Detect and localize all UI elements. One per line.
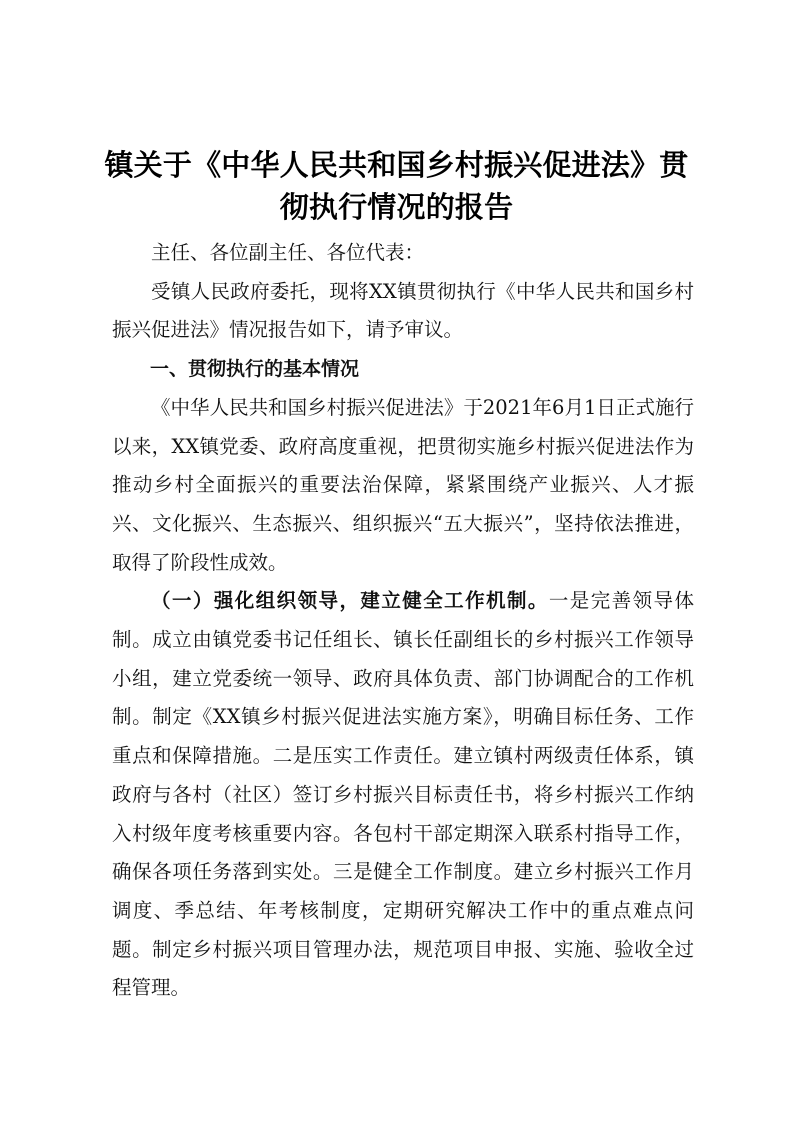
title-line-1: 镇关于《中华人民共和国乡村振兴促进法》贯 <box>104 148 689 182</box>
document-title <box>100 144 693 228</box>
title-line-2: 彻执行情况的报告 <box>279 190 514 224</box>
section-1-heading: 一、贯彻执行的基本情况 <box>150 358 360 381</box>
section-1-paragraph: 《中华人民共和国乡村振兴促进法》于2021年6月1日正式施行以来，XX镇党委、政府高度重视，把贯彻实施乡村振兴促进法作为推动乡村全面振兴的重要法治保障，紧紧围绕产业振兴、人才振兴、文化振兴、生态振兴、组织振兴“五大振兴”，坚持依法推进，取得了阶段性成效。 <box>112 395 694 574</box>
salutation: 主任、各位副主任、各位代表： <box>151 241 425 264</box>
subsection-1-body: 一是完善领导体制。成立由镇党委书记任组长、镇长任副组长的乡村振兴工作领导小组，建立党委统一领导、政府具体负责、部门协调配合的工作机制。制定《XX镇乡村振兴促进法实施方案》，明确目标任务、工作重点和保障措施。二是压实工作责任。建立镇村两级责任体系，镇政府与各村（社区）签订乡村振兴目标责任书，将乡村振兴工作纳入村级年度考核重要内容。各包村干部定期深入联系村指导工作，确保各项任务落到实处。三是健全工作制度。建立乡村振兴工作月调度、季总结、年考核制度，定期研究解决工作中的重点难点问题。制定乡村振兴项目管理办法，规范项目申报、实施、验收全过程管理。 <box>112 589 694 1000</box>
subsection-1-lead: （一）强化组织领导，建立健全工作机制。 <box>151 589 549 613</box>
intro-paragraph: 受镇人民政府委托，现将XX镇贯彻执行《中华人民共和国乡村振兴促进法》情况报告如下，请予审议。 <box>112 279 694 342</box>
document-body <box>112 234 694 1008</box>
subsection-1-paragraph <box>112 582 694 1008</box>
